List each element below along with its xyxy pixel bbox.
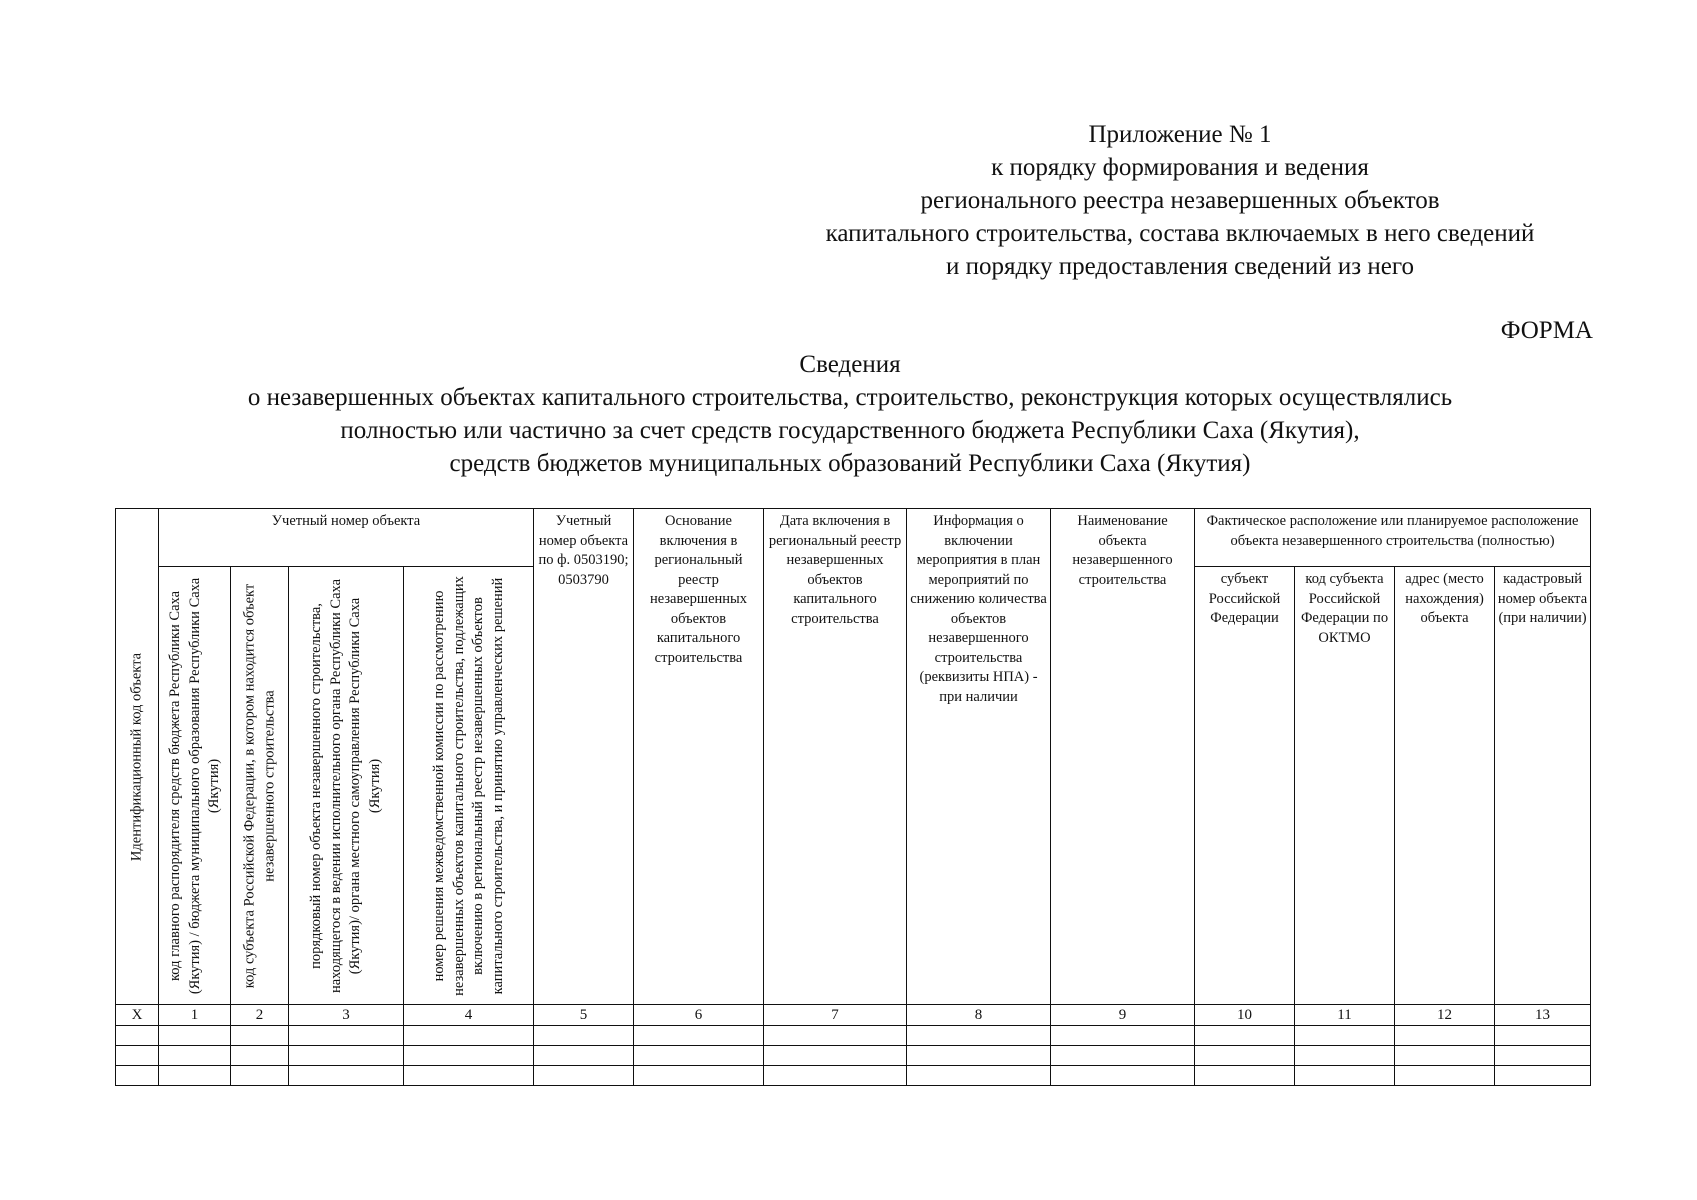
table-cell <box>1051 1066 1195 1086</box>
table-cell <box>1295 1046 1395 1066</box>
table-cell <box>1295 1066 1395 1086</box>
table-cell <box>907 1046 1051 1066</box>
column-number: 12 <box>1395 1005 1495 1026</box>
table-cell <box>634 1046 764 1066</box>
col1-header: код главного распорядителя средств бюджета Республики Саха (Якутия) / бюджета муниципального образования Республики Саха (Якутия) <box>159 567 231 1005</box>
forma-label: ФОРМА <box>1500 317 1593 344</box>
table-cell <box>1495 1066 1591 1086</box>
title-line: средств бюджетов муниципальных образований Республики Саха (Якутия) <box>449 450 1251 477</box>
table-cell <box>231 1046 289 1066</box>
col4-header: номер решения межведомственной комиссии по рассмотрению незавершенных объектов капитального строительства, подлежащих включению в региональный реестр незавершенных объектов капитального строительства, и принятию управленческих решений <box>404 567 534 1005</box>
column-number: 9 <box>1051 1005 1195 1026</box>
table-cell <box>231 1026 289 1046</box>
table-cell <box>1495 1026 1591 1046</box>
column-number: 3 <box>289 1005 404 1026</box>
title-line: о незавершенных объектах капитального строительства, строительство, реконструкция которых осуществлялись <box>247 384 1453 411</box>
col8-header: Информация о включении мероприятия в план мероприятий по снижению количества объектов незавершенного строительства (реквизиты НПА) - при наличии <box>907 509 1051 1005</box>
table-cell <box>159 1046 231 1066</box>
table-cell <box>116 1046 159 1066</box>
table-cell <box>634 1026 764 1046</box>
table-cell <box>634 1066 764 1086</box>
table-cell <box>289 1066 404 1086</box>
col9-header: Наименование объекта незавершенного строительства <box>1051 509 1195 1005</box>
appendix-line: Приложение № 1 <box>1088 121 1272 148</box>
column-number: 8 <box>907 1005 1051 1026</box>
table-cell <box>159 1066 231 1086</box>
table-cell <box>1051 1026 1195 1046</box>
table-cell <box>289 1026 404 1046</box>
table-cell <box>404 1046 534 1066</box>
column-number: X <box>116 1005 159 1026</box>
account-number-group-header: Учетный номер объекта <box>159 509 534 567</box>
table-cell <box>1195 1046 1295 1066</box>
appendix-line: к порядку формирования и ведения <box>991 154 1369 181</box>
column-number: 5 <box>534 1005 634 1026</box>
table-cell <box>116 1066 159 1086</box>
table-cell <box>1195 1066 1295 1086</box>
table-cell <box>404 1066 534 1086</box>
column-number: 1 <box>159 1005 231 1026</box>
table-cell <box>1295 1026 1395 1046</box>
table-cell <box>289 1046 404 1066</box>
registry-form-table <box>115 508 1591 1086</box>
col5-header: Учетный номер объекта по ф. 0503190; 0503790 <box>534 509 634 1005</box>
table-cell <box>404 1026 534 1046</box>
table-cell <box>764 1046 907 1066</box>
col10-header: субъект Российской Федерации <box>1195 567 1295 1005</box>
table-cell <box>534 1026 634 1046</box>
table-cell <box>764 1066 907 1086</box>
col12-header: адрес (место нахождения) объекта <box>1395 567 1495 1005</box>
column-numbers-row <box>116 1005 1591 1026</box>
column-number: 7 <box>764 1005 907 1026</box>
appendix-line: и порядку предоставления сведений из него <box>945 253 1415 280</box>
table-cell <box>1395 1066 1495 1086</box>
col11-header: код субъекта Российской Федерации по ОКТМО <box>1295 567 1395 1005</box>
column-number: 2 <box>231 1005 289 1026</box>
col3-header: порядковый номер объекта незавершенного строительства, находящегося в ведении исполнительного органа Республики Саха (Якутия)/ органа местного самоуправления Республики Саха (Якутия) <box>289 567 404 1005</box>
title-heading: Сведения <box>799 351 901 378</box>
table-cell <box>764 1026 907 1046</box>
col-id-header: Идентификационный код объекта <box>116 509 159 1005</box>
column-number: 10 <box>1195 1005 1295 1026</box>
table-row <box>116 1046 1591 1066</box>
col6-header: Основание включения в региональный реестр незавершенных объектов капитального строительства <box>634 509 764 1005</box>
appendix-header <box>760 118 1600 283</box>
appendix-line: регионального реестра незавершенных объектов <box>920 187 1440 214</box>
table-row <box>116 1066 1591 1086</box>
table-cell <box>1195 1026 1295 1046</box>
table-cell <box>907 1066 1051 1086</box>
table-cell <box>534 1046 634 1066</box>
appendix-line: капитального строительства, состава включаемых в него сведений <box>825 220 1535 247</box>
location-group-header: Фактическое расположение или планируемое расположение объекта незавершенного строительства (полностью) <box>1195 509 1591 567</box>
table-cell <box>907 1026 1051 1046</box>
column-number: 11 <box>1295 1005 1395 1026</box>
col13-header: кадастровый номер объекта (при наличии) <box>1495 567 1591 1005</box>
title-line: полностью или частично за счет средств государственного бюджета Республики Саха (Якутия), <box>340 417 1360 444</box>
table-cell <box>1051 1046 1195 1066</box>
col7-header: Дата включения в региональный реестр незавершенных объектов капитального строительства <box>764 509 907 1005</box>
document-title <box>110 348 1590 480</box>
table-cell <box>534 1066 634 1086</box>
table-cell <box>231 1066 289 1086</box>
table-cell <box>116 1026 159 1046</box>
table-cell <box>1395 1046 1495 1066</box>
table-row <box>116 1026 1591 1046</box>
table-cell <box>1495 1046 1591 1066</box>
table-cell <box>159 1026 231 1046</box>
column-number: 4 <box>404 1005 534 1026</box>
column-number: 13 <box>1495 1005 1591 1026</box>
table-cell <box>1395 1026 1495 1046</box>
column-number: 6 <box>634 1005 764 1026</box>
col2-header: код субъекта Российской Федерации, в котором находится объект незавершенного строительства <box>231 567 289 1005</box>
